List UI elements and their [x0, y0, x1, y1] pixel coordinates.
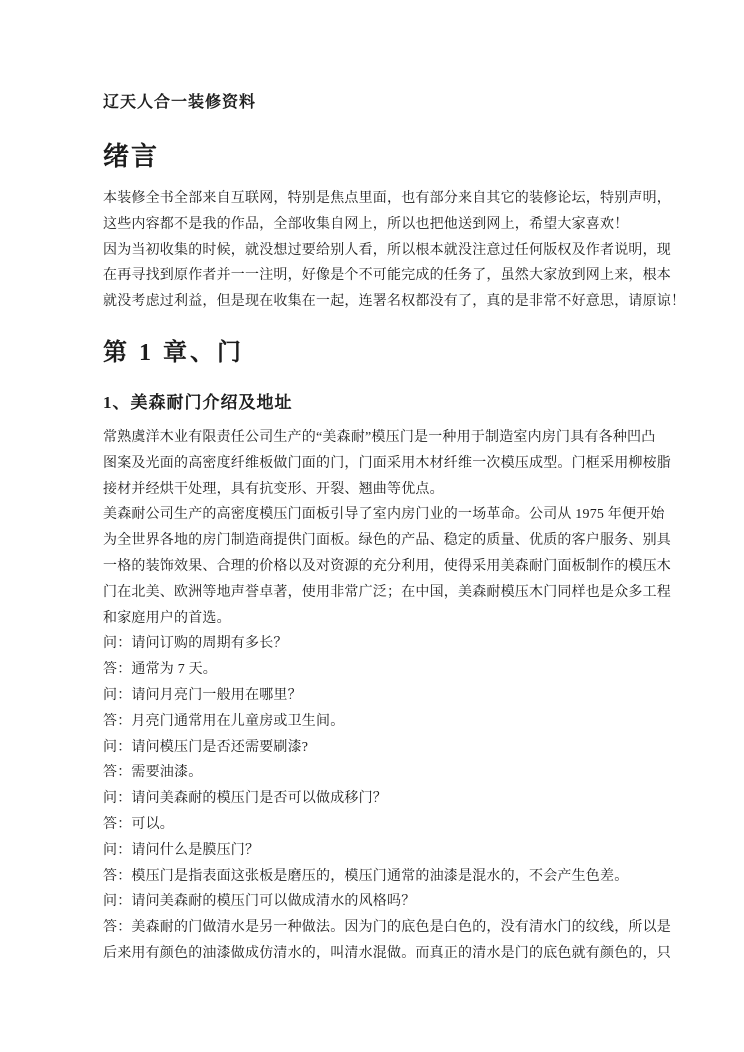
qa-answer-line: 答：模压门是指表面这张板是磨压的，模压门通常的油漆是混水的，不会产生色差。	[103, 868, 629, 884]
text-line: 图案及光面的高密度纤维板做门面的门，门面采用木材纤维一次模压成型。门框采用柳桉脂	[103, 455, 671, 471]
chapter-heading: 第 1 章、门	[103, 339, 244, 366]
preface-heading: 绪言	[103, 142, 160, 171]
text-line: 因为当初收集的时候，就没想过要给别人看，所以根本就没注意过任何版权及作者说明，现	[103, 242, 671, 258]
text-line: 常熟虞洋木业有限责任公司生产的“美森耐”模压门是一种用于制造室内房门具有各种凹凸	[103, 429, 656, 445]
qa-question-line: 问：请问美森耐的模压门可以做成清水的风格吗？	[103, 894, 416, 910]
text-line: 为全世界各地的房门制造商提供门面板。绿色的产品、稳定的质量、优质的客户服务、别具	[103, 533, 671, 549]
qa-answer-line: 答：可以。	[103, 816, 174, 832]
text-line: 门在北美、欧洲等地声誉卓著，使用非常广泛；在中国，美森耐模压木门同样也是众多工程	[103, 584, 671, 600]
document-content	[103, 0, 686, 967]
qa-answer-line: 答：月亮门通常用在儿童房或卫生间。	[103, 713, 345, 729]
text-line: 一格的装饰效果、合理的价格以及对资源的充分利用，使得采用美森耐门面板制作的模压木	[103, 558, 671, 574]
text-line: 接材并经烘干处理，具有抗变形、开裂、翘曲等优点。	[103, 481, 444, 497]
text-line: 在再寻找到原作者并一一注明，好像是个不可能完成的任务了，虽然大家放到网上来，根本	[103, 268, 671, 284]
text-line: 和家庭用户的首选。	[103, 610, 231, 626]
body-text	[103, 425, 671, 967]
text-line: 这些内容都不是我的作品，全部收集自网上，所以也把他送到网上，希望大家喜欢！	[103, 216, 629, 232]
document-title: 辽天人合一装修资料	[103, 94, 257, 111]
text-line: 就没考虑过利益，但是现在收集在一起，连署名权都没有了，真的是非常不好意思，请原谅！	[103, 294, 686, 310]
qa-answer-line: 答：通常为 7 天。	[103, 662, 217, 678]
text-line: 本装修全书全部来自互联网，特别是焦点里面，也有部分来自其它的装修论坛，特别声明，	[103, 191, 671, 206]
qa-question-line: 问：请问什么是膜压门？	[103, 842, 260, 858]
qa-question-line: 问：请问月亮门一般用在哪里？	[103, 687, 302, 703]
qa-answer-line: 答：美森耐的门做清水是另一种做法。因为门的底色是白色的，没有清水门的纹线，所以是	[103, 920, 671, 936]
qa-question-line: 问：请问美森耐的模压门是否可以做成移门？	[103, 791, 387, 807]
preface-paragraph	[103, 186, 686, 315]
qa-question-line: 问：请问订购的周期有多长？	[103, 636, 288, 652]
qa-answer-line: 后来用有颜色的油漆做成仿清水的，叫清水混做。而真正的清水是门的底色就有颜色的，只	[103, 945, 671, 961]
qa-answer-line: 答：需要油漆。	[103, 765, 203, 781]
qa-question-line: 问：请问模压门是否还需要刷漆?	[103, 739, 309, 755]
text-line: 美森耐公司生产的高密度模压门面板引导了室内房门业的一场革命。公司从 1975 年便开始	[103, 507, 665, 523]
section-heading: 1、美森耐门介绍及地址	[103, 392, 293, 412]
